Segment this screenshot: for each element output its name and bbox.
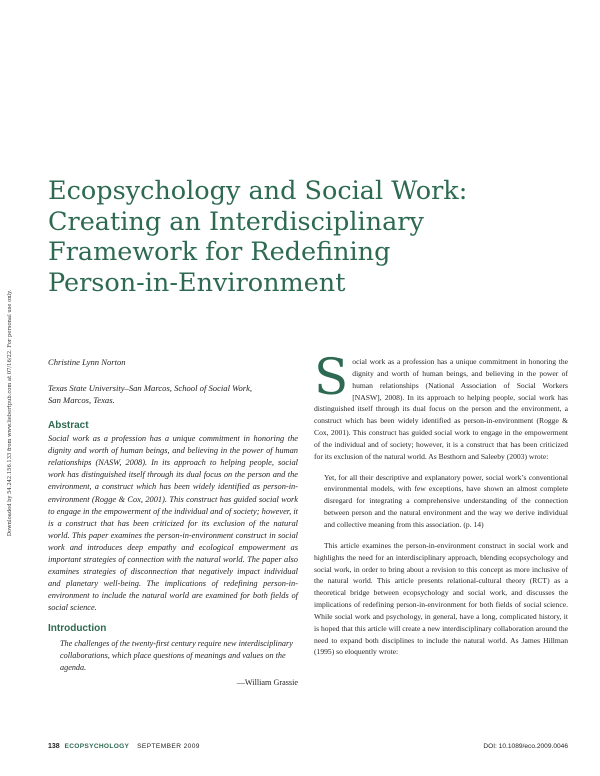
- affiliation-line: Texas State University–San Marcos, School of Social Work,: [48, 383, 253, 394]
- title-line: Person-in-Environment: [48, 267, 346, 298]
- issue-date: SEPTEMBER 2009: [137, 743, 200, 750]
- abstract-text: Social work as a profession has a unique commitment in honoring the dignity and worth of human beings, and believing in the power of human relationships (NASW, 2008). In its approach to helping people, social work has distinguished itself through its dual focus on the person and the environment, a construct which has been widely identified as person-in-environment (Rogge & Cox, 2001). This construct has guided social work to engage in the empowerment of the individual and of society; however, it is a construct that has been criticized for its exclusion of the natural world. This paper examines the person-in-environment construct in social work and introduces deep empathy and ecological empowerment as important strategies of connection with the natural world. The paper also examines strategies of disconnection that negatively impact individual and planetary well-being. The implications of redefining person-in-environment to include the natural world are examined for both fields of social science.: [48, 434, 298, 612]
- body-paragraph: [314, 348, 568, 463]
- body-paragraph-text: ocial work as a profession has a unique commitment in honoring the dignity and worth of human beings, and believing in the power of human relationships (National Association of Social Workers [NASW], 2008). In its approach to helping people, social work has distinguished itself through its dual focus on the person and the environment, a construct which has been widely identified as person-in-environment (Rogge & Cox, 2001). This construct has guided social work to engage in the empowerment of the individual and of society; however, it is a construct that has been criticized for its exclusion of the natural world. As Besthorn and Saleeby (2003) wrote:: [314, 357, 568, 461]
- author-name: Christine Lynn Norton: [48, 357, 126, 367]
- abstract-heading: Abstract: [48, 420, 89, 432]
- author-affiliation: [48, 382, 298, 406]
- epigraph-attribution: —William Grassie: [236, 677, 298, 687]
- body-paragraph: This article examines the person-in-environment construct in social work and highlights the need for an interdisciplinary approach, blending ecopsychology and social work, in order to bring about a revision to this concept as more inclusive of the natural world. This article presents relational-cultural theory (RCT) as a theoretical bridge between ecopsychology and social work, and discusses the implications of redefining person-in-environment for both fields of social science. While social work and psychology, in general, have a long, complicated history, it is hoped that this article will create a new interdisciplinary collaboration around the need to expand both disciplines to include the natural world. As James Hillman (1995) so eloquently wrote:: [314, 540, 568, 657]
- article-title: [48, 176, 568, 298]
- page-footer: [48, 743, 568, 755]
- block-quote: Yet, for all their descriptive and explanatory power, social work’s conventional environmental models, with few exceptions, have shown an almost complete disregard for integrating a comprehensive understanding of the connection between person and the natural environment and the way we derive individual and collective meaning from this association. (p. 14): [324, 472, 568, 529]
- title-line: Creating an Interdisciplinary: [48, 206, 424, 237]
- epigraph: The challenges of the twenty-first century require new interdisciplinary collaborations, which place questions of meanings and values on the agenda.: [60, 638, 293, 672]
- drop-cap: S: [314, 348, 349, 406]
- affiliation-line: San Marcos, Texas.: [48, 395, 115, 406]
- doi: DOI: 10.1089/eco.2009.0046: [483, 743, 568, 750]
- title-line: Framework for Redefining: [48, 237, 391, 267]
- journal-name: ECOPSYCHOLOGY: [64, 743, 130, 750]
- right-column: [314, 348, 568, 658]
- download-notice: [3, 248, 17, 578]
- introduction-heading: Introduction: [48, 622, 107, 634]
- download-notice-text: Downloaded by 54.242.156.133 from www.liebertpub.com at 07/16/22. For personal use only.: [7, 289, 13, 537]
- page-number: 138: [48, 743, 60, 750]
- left-column: [48, 356, 298, 687]
- title-line: Ecopsychology and Social Work:: [48, 176, 468, 206]
